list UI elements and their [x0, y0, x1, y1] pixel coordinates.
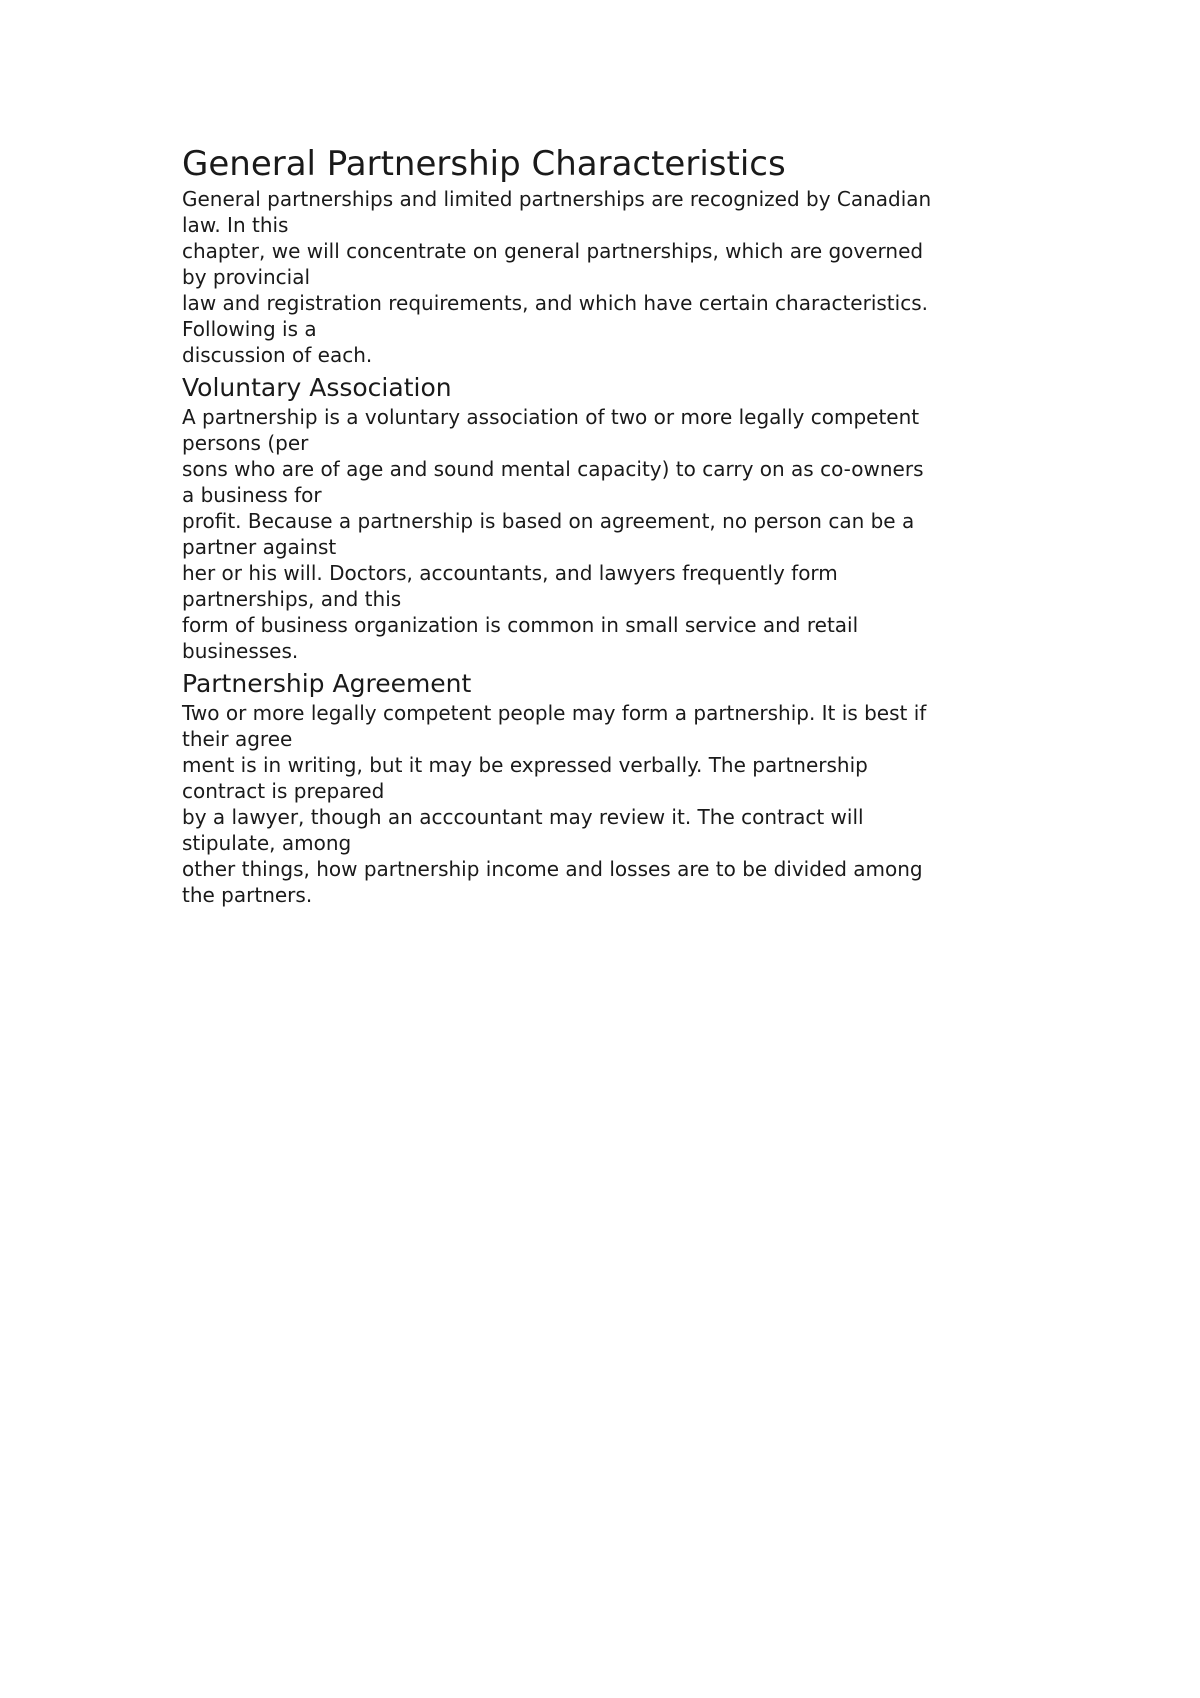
paragraph-line: form of business organization is common in small service and retail [182, 613, 859, 637]
partnership-agreement-paragraph [182, 700, 1042, 908]
paragraph-line: profit. Because a partnership is based on agreement, no person can be a [182, 509, 915, 533]
intro-line: law and registration requirements, and which have certain characteristics. [182, 291, 928, 315]
voluntary-association-paragraph [182, 404, 1042, 664]
paragraph-line: stipulate, among [182, 831, 352, 855]
intro-line: by provincial [182, 265, 311, 289]
intro-line: General partnerships and limited partnerships are recognized by Canadian [182, 187, 932, 211]
paragraph-line: sons who are of age and sound mental capacity) to carry on as co-owners [182, 457, 924, 481]
intro-line: discussion of each. [182, 343, 373, 367]
paragraph-line: their agree [182, 727, 293, 751]
paragraph-line: Two or more legally competent people may form a partnership. It is best if [182, 701, 927, 725]
intro-paragraph [182, 186, 1042, 368]
document-body [182, 142, 1042, 908]
intro-line: chapter, we will concentrate on general partnerships, which are governed [182, 239, 924, 263]
paragraph-line: ment is in writing, but it may be expressed verbally. The partnership [182, 753, 868, 777]
intro-line: Following is a [182, 317, 317, 341]
paragraph-line: other things, how partnership income and losses are to be divided among [182, 857, 923, 881]
paragraph-line: the partners. [182, 883, 313, 907]
paragraph-line: a business for [182, 483, 322, 507]
intro-line: law. In this [182, 213, 289, 237]
paragraph-line: persons (per [182, 431, 309, 455]
section-heading-voluntary-association: Voluntary Association [182, 373, 452, 402]
paragraph-line: by a lawyer, though an acccountant may review it. The contract will [182, 805, 864, 829]
section-heading-partnership-agreement: Partnership Agreement [182, 669, 472, 698]
paragraph-line: businesses. [182, 639, 299, 663]
paragraph-line: partner against [182, 535, 337, 559]
paragraph-line: her or his will. Doctors, accountants, and lawyers frequently form [182, 561, 838, 585]
document-title: General Partnership Characteristics [182, 144, 786, 184]
paragraph-line: partnerships, and this [182, 587, 402, 611]
paragraph-line: A partnership is a voluntary association of two or more legally competent [182, 405, 920, 429]
paragraph-line: contract is prepared [182, 779, 385, 803]
